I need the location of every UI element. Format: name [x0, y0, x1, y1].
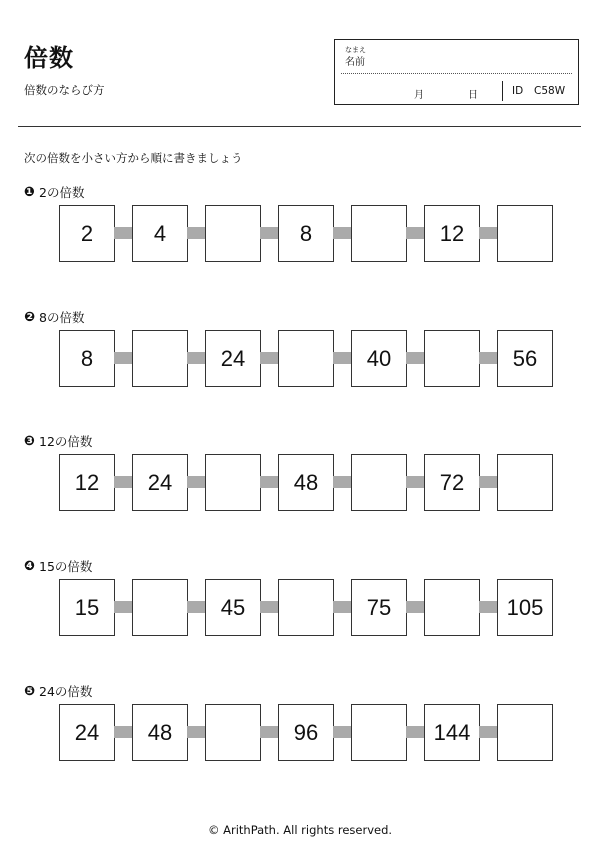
sequence-connector: [333, 476, 352, 488]
sequence-connector: [187, 601, 206, 613]
sequence-connector: [406, 227, 425, 239]
answer-box-given: 12: [424, 205, 480, 262]
sequence-connector: [260, 601, 279, 613]
problem-label: [24, 682, 92, 700]
answer-box-empty[interactable]: [351, 454, 407, 511]
answer-box-empty[interactable]: [278, 330, 334, 387]
answer-box-given: 75: [351, 579, 407, 636]
number-sequence-row: [59, 205, 552, 262]
copyright-footer: © ArithPath. All rights reserved.: [207, 823, 393, 837]
sequence-connector: [406, 601, 425, 613]
sequence-connector: [479, 476, 498, 488]
number-sequence-row: [59, 330, 552, 387]
answer-box-empty[interactable]: [132, 330, 188, 387]
answer-box-given: 24: [205, 330, 261, 387]
problem-2: [0, 308, 600, 418]
sequence-connector: [479, 227, 498, 239]
problem-title: 12の倍数: [39, 434, 93, 449]
answer-box-given: 48: [278, 454, 334, 511]
problem-number-badge: ❹: [24, 558, 36, 574]
month-label: 月: [414, 90, 424, 101]
sequence-connector: [260, 227, 279, 239]
instruction-text: 次の倍数を小さい方から順に書きましょう: [24, 151, 243, 165]
answer-box-empty[interactable]: [205, 704, 261, 761]
problem-title: 15の倍数: [39, 559, 93, 574]
answer-box-empty[interactable]: [497, 704, 553, 761]
number-sequence-row: [59, 454, 552, 511]
answer-box-given: 144: [424, 704, 480, 761]
problem-title: 8の倍数: [39, 310, 85, 325]
id-value: C58W: [534, 85, 566, 97]
problem-label: [24, 557, 92, 575]
problem-number-badge: ❷: [24, 309, 36, 325]
sequence-connector: [187, 352, 206, 364]
answer-box-empty[interactable]: [424, 579, 480, 636]
answer-box-given: 72: [424, 454, 480, 511]
problem-3: [0, 432, 600, 542]
sequence-connector: [479, 601, 498, 613]
sequence-connector: [333, 601, 352, 613]
sequence-connector: [406, 726, 425, 738]
sequence-connector: [114, 227, 133, 239]
answer-box-given: 40: [351, 330, 407, 387]
sequence-connector: [406, 476, 425, 488]
problem-label: [24, 432, 92, 450]
answer-box-given: 105: [497, 579, 553, 636]
answer-box-empty[interactable]: [205, 205, 261, 262]
sequence-connector: [260, 476, 279, 488]
answer-box-given: 24: [59, 704, 115, 761]
name-furigana: なまえ: [345, 46, 366, 54]
sequence-connector: [187, 227, 206, 239]
page-subtitle: 倍数のならび方: [24, 83, 105, 97]
header-divider: [18, 126, 581, 127]
sequence-connector: [114, 601, 133, 613]
problem-number-badge: ❶: [24, 184, 36, 200]
problem-label: [24, 183, 84, 201]
problem-number-badge: ❸: [24, 433, 36, 449]
sequence-connector: [260, 352, 279, 364]
answer-box-given: 45: [205, 579, 261, 636]
problem-title: 2の倍数: [39, 185, 85, 200]
answer-box-given: 12: [59, 454, 115, 511]
number-sequence-row: [59, 704, 552, 761]
number-sequence-row: [59, 579, 552, 636]
problem-title: 24の倍数: [39, 684, 93, 699]
sequence-connector: [114, 476, 133, 488]
answer-box-given: 8: [59, 330, 115, 387]
sequence-connector: [333, 227, 352, 239]
problem-number-badge: ❺: [24, 683, 36, 699]
answer-box-given: 48: [132, 704, 188, 761]
answer-box-empty[interactable]: [278, 579, 334, 636]
answer-box-empty[interactable]: [132, 579, 188, 636]
answer-box-given: 8: [278, 205, 334, 262]
answer-box-empty[interactable]: [497, 205, 553, 262]
sequence-connector: [406, 352, 425, 364]
answer-box-given: 56: [497, 330, 553, 387]
answer-box-given: 96: [278, 704, 334, 761]
problem-label: [24, 308, 84, 326]
name-writing-line[interactable]: [341, 73, 572, 74]
sequence-connector: [333, 726, 352, 738]
answer-box-given: 15: [59, 579, 115, 636]
sequence-connector: [187, 726, 206, 738]
sequence-connector: [479, 726, 498, 738]
problem-5: [0, 682, 600, 792]
answer-box-empty[interactable]: [351, 205, 407, 262]
problem-4: [0, 557, 600, 667]
answer-box-empty[interactable]: [497, 454, 553, 511]
answer-box-given: 24: [132, 454, 188, 511]
answer-box-empty[interactable]: [424, 330, 480, 387]
name-label: 名前: [345, 57, 365, 68]
id-label: ID: [512, 85, 524, 97]
day-label: 日: [468, 90, 478, 101]
sequence-connector: [114, 726, 133, 738]
sequence-connector: [479, 352, 498, 364]
name-box: [334, 39, 579, 105]
answer-box-given: 4: [132, 205, 188, 262]
sequence-connector: [333, 352, 352, 364]
sequence-connector: [187, 476, 206, 488]
sequence-connector: [114, 352, 133, 364]
answer-box-given: 2: [59, 205, 115, 262]
page-title: 倍数: [24, 44, 74, 72]
answer-box-empty[interactable]: [205, 454, 261, 511]
id-divider: [502, 81, 503, 101]
sequence-connector: [260, 726, 279, 738]
answer-box-empty[interactable]: [351, 704, 407, 761]
problem-1: [0, 183, 600, 293]
